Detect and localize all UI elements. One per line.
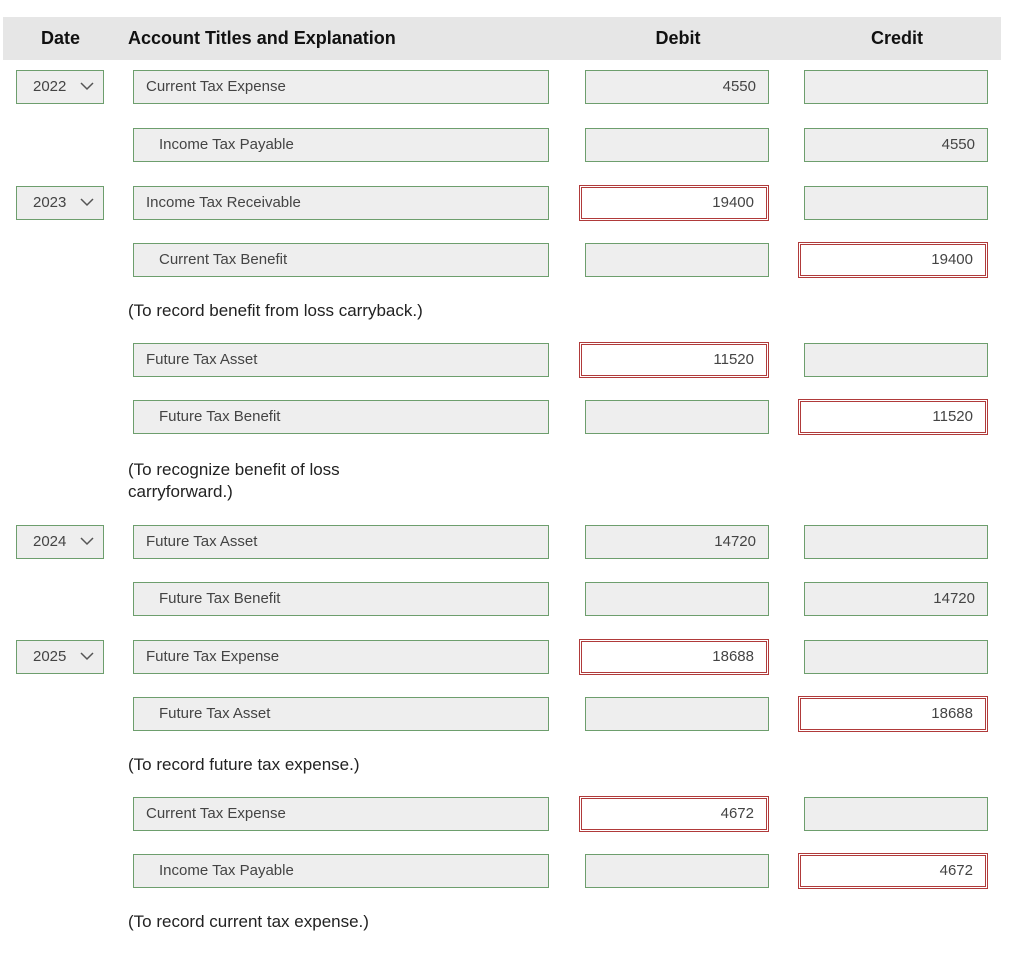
header-credit: Credit [870, 28, 923, 48]
journal-row [0, 243, 1024, 279]
journal-row [0, 640, 1024, 676]
header-date: Date [41, 28, 81, 48]
debit-field[interactable]: 4672 [579, 796, 769, 832]
credit-field[interactable] [804, 186, 988, 220]
debit-field[interactable]: 4550 [585, 70, 769, 104]
credit-field[interactable] [804, 343, 988, 377]
journal-row [0, 70, 1024, 106]
credit-field[interactable]: 11520 [798, 399, 988, 435]
account-field[interactable]: Current Tax Expense [133, 797, 549, 831]
credit-field[interactable]: 19400 [798, 242, 988, 278]
chevron-down-icon [80, 198, 94, 207]
account-field[interactable]: Income Tax Payable [133, 128, 549, 162]
account-field[interactable]: Current Tax Expense [133, 70, 549, 104]
journal-row [0, 797, 1024, 833]
debit-field[interactable] [585, 697, 769, 731]
date-select[interactable] [16, 640, 104, 674]
credit-field[interactable]: 18688 [798, 696, 988, 732]
table-header [3, 17, 1001, 60]
date-select-value: 2025 [33, 648, 67, 665]
entry-note: (To recognize benefit of loss carryforward.) [128, 460, 340, 501]
debit-field[interactable]: 11520 [579, 342, 769, 378]
debit-field[interactable] [585, 128, 769, 162]
debit-field[interactable] [585, 243, 769, 277]
account-field[interactable]: Future Tax Benefit [133, 400, 549, 434]
debit-field[interactable]: 14720 [585, 525, 769, 559]
account-field[interactable]: Future Tax Asset [133, 697, 549, 731]
chevron-down-icon [80, 537, 94, 546]
date-select[interactable] [16, 70, 104, 104]
entry-note: (To record benefit from loss carryback.) [128, 301, 423, 320]
header-debit: Debit [655, 28, 701, 48]
date-select[interactable] [16, 186, 104, 220]
credit-field[interactable] [804, 797, 988, 831]
credit-field[interactable] [804, 70, 988, 104]
debit-field[interactable]: 18688 [579, 639, 769, 675]
journal-row [0, 582, 1024, 618]
account-field[interactable]: Future Tax Asset [133, 343, 549, 377]
chevron-down-icon [80, 82, 94, 91]
journal-row [0, 186, 1024, 222]
journal-row [0, 400, 1024, 436]
journal-row [0, 343, 1024, 379]
chevron-down-icon [80, 652, 94, 661]
journal-row [0, 128, 1024, 164]
date-select[interactable] [16, 525, 104, 559]
account-field[interactable]: Income Tax Receivable [133, 186, 549, 220]
credit-field[interactable] [804, 640, 988, 674]
debit-field[interactable] [585, 582, 769, 616]
date-select-value: 2024 [33, 533, 67, 550]
entry-note: (To record current tax expense.) [128, 912, 369, 931]
header-account: Account Titles and Explanation [128, 28, 396, 48]
account-field[interactable]: Current Tax Benefit [133, 243, 549, 277]
account-field[interactable]: Income Tax Payable [133, 854, 549, 888]
journal-row [0, 525, 1024, 561]
entry-note: (To record future tax expense.) [128, 755, 360, 774]
account-field[interactable]: Future Tax Benefit [133, 582, 549, 616]
date-select-value: 2022 [33, 78, 67, 95]
credit-field[interactable]: 14720 [804, 582, 988, 616]
journal-row [0, 697, 1024, 733]
debit-field[interactable] [585, 400, 769, 434]
credit-field[interactable]: 4550 [804, 128, 988, 162]
journal-row [0, 854, 1024, 890]
credit-field[interactable] [804, 525, 988, 559]
credit-field[interactable]: 4672 [798, 853, 988, 889]
debit-field[interactable]: 19400 [579, 185, 769, 221]
account-field[interactable]: Future Tax Expense [133, 640, 549, 674]
date-select-value: 2023 [33, 194, 67, 211]
debit-field[interactable] [585, 854, 769, 888]
account-field[interactable]: Future Tax Asset [133, 525, 549, 559]
